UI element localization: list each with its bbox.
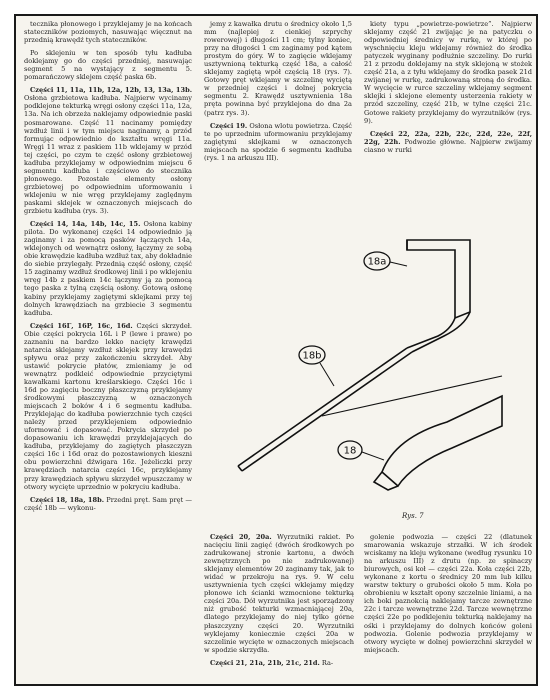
part-18a-drawing	[407, 240, 470, 352]
paragraph-text: Ra-	[321, 658, 334, 667]
svg-text:18a: 18a	[367, 256, 387, 268]
magazine-page	[14, 14, 538, 686]
text-column-2	[204, 20, 352, 225]
paragraph-heading: Części 14, 14a, 14b, 14c, 15.	[30, 220, 141, 229]
paragraph-text: Osłona grzbietowa kadłuba. Najpierw wycinamy podklejone tekturką wręgi osłony części 11a, 12a, 13a. Na ich obrzeża naklejamy odpowiednie paski posmarowane. Część 11 nacinamy pomiędzy wzdłuż linii i w tym miejscu naginamy, a przód formując odpowiednio do kształtu wręgi 11a. Wręgi 11 wraz z paskiem 11b wklejamy w przód tej części, po czym te część osłony grzbietowej kadłuba przyklejamy w odpowiednim miejscu 6 segmentu kadłuba i częściowo do stecznika płonowego. Pozostałe elementy osłony grzbietowej po odpowiednim uformowaniu i wklejeniu w nie wręg przyklejamy zaględnym paskami sklejek w oznaczonych miejscach do grzbietu kadłuba (rys. 3).	[24, 94, 192, 216]
text-column-1	[24, 20, 192, 682]
part-18-drawing	[374, 396, 502, 490]
paragraph-heading: Części 21, 21a, 21b, 21c, 21d.	[210, 658, 320, 667]
paragraph	[204, 122, 352, 162]
text-column-3	[364, 20, 532, 225]
paragraph	[24, 220, 192, 317]
paragraph-text: tecznika płonowego i przyklejamy je na końcach stateczników poziomych, nasuwając więcznut na przednią krawędź tych stateczników.	[24, 20, 192, 45]
text-column-5	[364, 533, 532, 682]
paragraph-text: Przedni pręt. Sam pręt — część 18b — wykonu-	[24, 495, 192, 512]
paragraph-text: jemy z kawałka drutu o średnicy około 1,5 mm (najlepiej z cienkiej szprychy rowerowej) i długości 11 cm; tylny koniec, przy na długości 1 cm zaginamy pod kątem prostym do góry. W to zagięcie wklejamy usztywnioną tekturką część 18a, a całość sklejamy zagiętą wpół częścią 18 (rys. 7). Gotowy pręt wklejamy w szczelinę wyciętą w przedniej części i dolnej pokrycia segmentu 2. Krawędź usztywnienia 18a pręta powinna być przyklejona do dna 2a (patrz rys. 3).	[204, 20, 352, 117]
paragraph	[204, 533, 354, 654]
paragraph-text: Osłona kabiny pilota. Do wykonanej części 14 odpowiednio ją zaginamy i za pomocą pasków łączących 14a, wklejonych od wewnątrz osłony, łączymy ze sobą obie krawędzie kadłuba wzdłuż tax, aby dokładnie do siebie przylegały. Przednią część osłony, część 15 zaginamy wzdłuż środkowej linii i po wklejeniu wręg 14b z paskiem 14c łączymy ją za pomocą tego paska z tylną częścią osłony. Gotową osłonę kabiny przyklejamy zagiętymi sklejkami przy tej dolnych krawędziach na grzbiecie 3 segmentu kadłuba.	[24, 220, 192, 317]
paragraph	[24, 49, 192, 81]
paragraph	[364, 20, 532, 125]
part-18b-drawing	[238, 348, 502, 471]
paragraph	[204, 20, 352, 117]
text-column-4	[204, 533, 354, 682]
paragraph-heading: Części 11, 11a, 11b, 12a, 12b, 13, 13a, 13b.	[30, 86, 192, 95]
paragraph-heading: Części 18, 18a, 18b.	[30, 495, 105, 504]
paragraph	[364, 130, 532, 154]
paragraph-text: Części skrzydeł. Obie części pokrycia 16L i P (lewe i prawe) po zaznaniu na bardzo lekko nacięty krawędzi natarcia sklejamy wzdłuż sklejek przy krawędzi spływu oraz przy zakończeniu skrzydeł. Aby ustawić pokrycie płatów, zmieniamy je od wewnątrz podkleić odpowiednie przyciętymi kawałkami kartonu kreślarskiego. Części 16c i 16d po zagięciu boczny płaszczyzną przyklejamy środkowymi płaszczyzną w oznaczonych miejscach 2 boków 4 i 6 segmentu kadłuba. Przyklejając do kadłuba powierzchnie tych części należy przed przyklejeniem odpowiednio uformować i dopasować. Pokrycia skrzydeł po dopasowaniu ich krawędzi przyklejających do kadłuba, przyklejamy do zagiętych płaszczyzn części 16c i 16d oraz do pozostawionych kieszni obu powierzchni dźwigara 16z. Jeżeliczki przy krawędziach natarcia części 16c, przyklejamy przy krawędziach spływu skrzydeł wpuszczamy w otwory wycięte uprzednio w pokryciu kadłuba.	[24, 321, 192, 491]
paragraph	[24, 20, 192, 44]
paragraph	[204, 659, 354, 667]
paragraph-text: Po sklejeniu w ten sposób tyłu kadłuba doklejamy go do części przedniej, nasuwając segment 5 na wystający z segmentu 5. pomarańczowy sklejem część paska 6b.	[24, 49, 192, 82]
figure-rys-7	[202, 226, 532, 526]
svg-text:18b: 18b	[302, 350, 322, 362]
paragraph-text: golenie podwozia — części 22 (dlatunek smarowania wskazuje strzałki. W ich środek wciskamy na kleju wykonane (według rysunku 10 na arkuszu III) z drutu (np. ze spinaczy biurowych, osi koł — części 22a. Koła części 22b, wykonane z kortu o średnicy 20 mm lub kilku warstw tektury o grubości około 5 mm. Koła po obrobieniu w kształt opony szczelnie liniami, a na ich boki paznokcią naklejamy tarcze zewnętrzne 22c i tarcze wewnętrzne 22d. Tarcze wewnętrzne części 22e po podklejeniu tekturką naklejamy na ośki i przyklejamy do dolnych końców goleni podwozia. Golenie podwozia przyklejamy w otwory wycięte w dolnej powierzchni skrzydeł w miejscach.	[364, 533, 532, 654]
figure-caption: Rys. 7	[402, 512, 424, 520]
paragraph-text: kiety typu „powietrze-powietrze”. Najpierw sklejamy część 21 zwijając je na patyczku o odpowiedniej średnicy w rurkę, w której po wyschnięciu kleju wklejamy również do środka patyczek wyginany podłużnie szczeliny. Do rurki 21 z przodu doklejamy na styk sklejoną w stożek część 21a, a z tyłu wklejamy do środka pasek 21d zwijanej w rurkę, zadrukowaną stroną do środka. W wycięcie w rurce szczeliny wklejamy segment sklejki i sklejone elementy usterzenia rakiety w przód szczeliny, część 21b, w tylne części 21c. Gotowe rakiety przyklejamy do wyrzutników (rys. 9).	[364, 20, 532, 125]
paragraph-text: Podwozie główne. Najpierw zwijamy ciasno w rurki	[364, 137, 532, 154]
label-18a	[364, 252, 407, 270]
paragraph	[24, 496, 192, 512]
paragraph-text: Wyrzutniki rakiet. Po nacięciu linii zagięć (dwóch środkowych po zadrukowanej stronie kartonu, a dwóch zewnętrznych po nie zadrukowanej) sklejamy elementów 20 zaginamy tak, jak to widać w przekroju na rys. 9. W celu usztywnienia tych części wklejamy między płonowe ich ścianki wzmocnione tekturką części 20a. Dół wyrzutnika jest sporządzony niż grubość tekturki wzmacniającej 20a, dlatego przyklejamy do niej tylko górne płaszczyzny części 20. Wyrzutniki wyklejamy koniecznie części 20a w szczelinie wycięte w oznaczonych miejscach w spodzie skrzydła.	[204, 533, 354, 654]
paragraph-heading: Części 19.	[210, 121, 248, 130]
paragraph	[364, 533, 532, 654]
paragraph	[24, 86, 192, 215]
paragraph-text: Osłona wlotu powietrza. Część te po uprzednim uformowaniu przyklejamy zagiętymi sklejkami w oznaczonych miejscach na spodzie 6 segmentu kadłuba (rys. 1 na arkuszu III).	[204, 121, 352, 162]
svg-text:18: 18	[343, 445, 357, 457]
label-18	[338, 441, 384, 460]
paragraph-heading: Części 16Γ, 16P, 16c, 16d.	[30, 321, 133, 330]
paragraph-heading: Części 22, 22a, 22b, 22c, 22d, 22e, 22f, 22g, 22h.	[364, 129, 532, 146]
paragraph-heading: Części 20, 20a.	[210, 533, 272, 541]
paragraph	[24, 322, 192, 491]
label-18b	[299, 346, 334, 386]
